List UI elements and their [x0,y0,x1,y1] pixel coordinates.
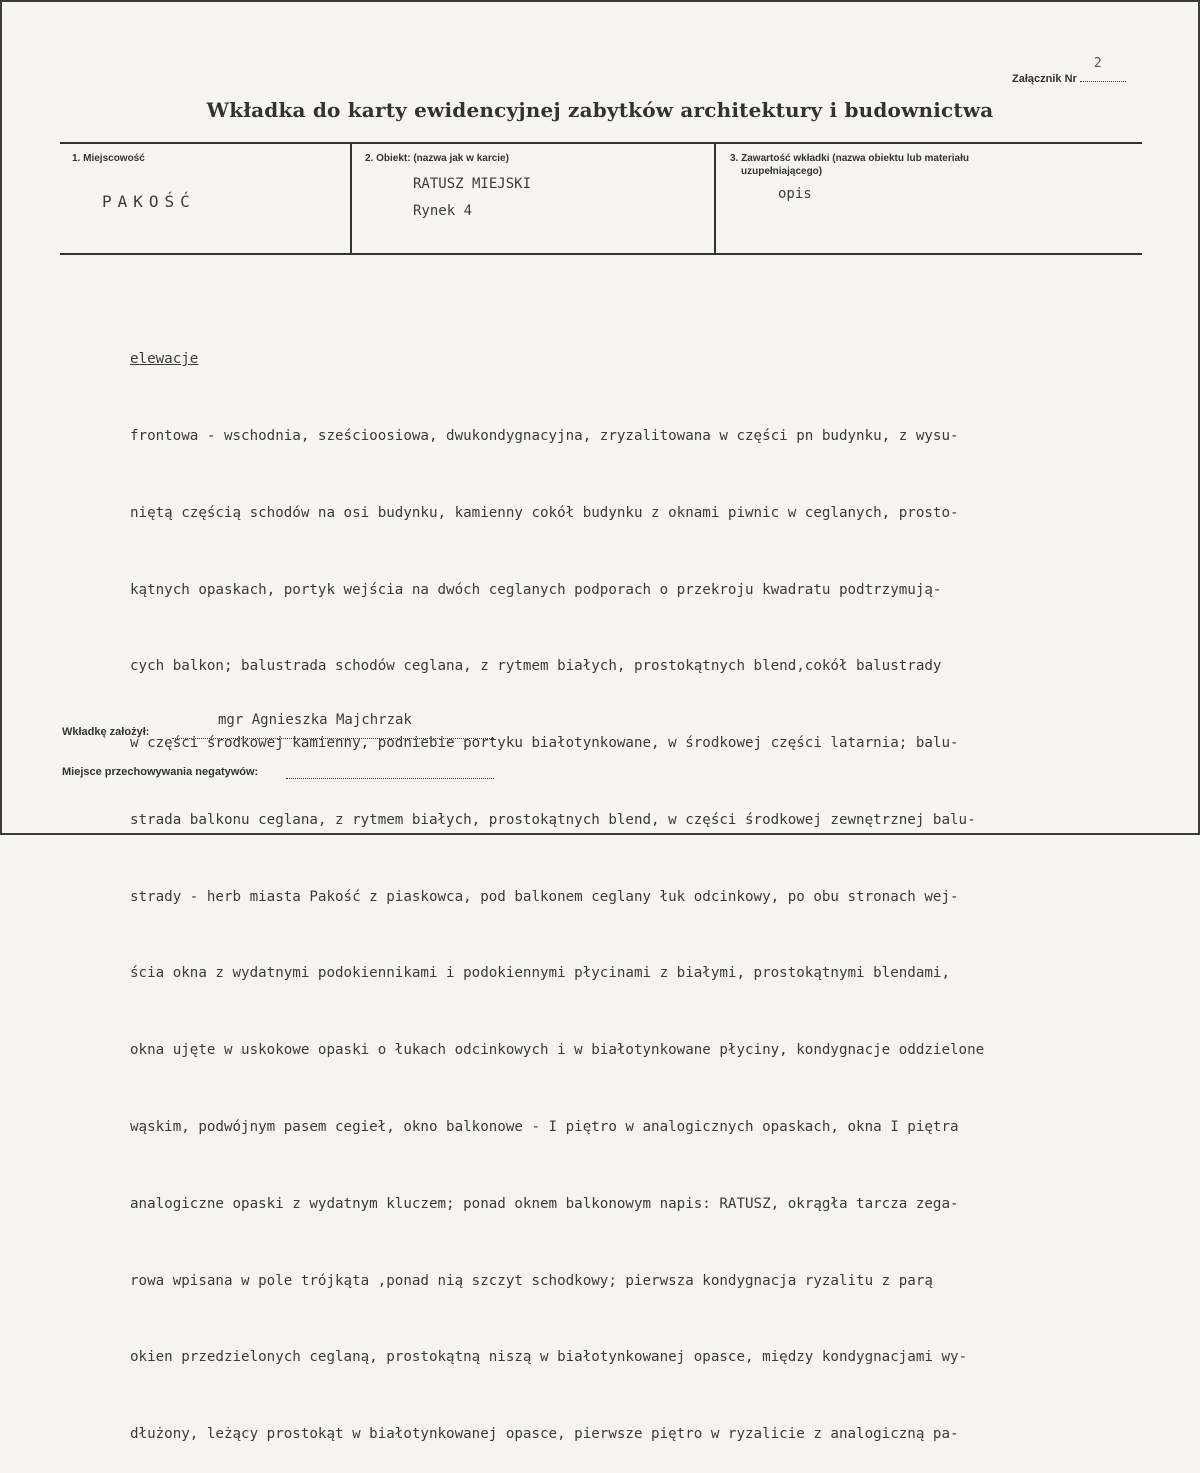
body-line: strada balkonu ceglana, z rytmem białych, prostokątnych blend, w części środkowej zewnętrznej balu- [130,811,976,828]
annex-value: 2 [1093,56,1102,71]
negatives-label: Miejsce przechowywania negatywów: [62,766,259,778]
founder-label: Wkładkę założył: [62,726,150,738]
body-line: kątnych opaskach, portyk wejścia na dwóch ceglanych podporach o przekroju kwadratu podtrzymują- [130,581,942,598]
body-line: cych balkon; balustrada schodów ceglana, z rytmem białych, prostokątnych blend,cokół balustrady [130,658,942,675]
body-line: dłużony, leżący prostokąt w białotynkowanej opasce, pierwsze piętro w ryzalicie z analogiczną pa- [130,1426,959,1443]
body-line: wąskim, podwójnym pasem cegieł, okno balkonowe - I piętro w analogicznych opaskach, okna I piętra [130,1119,959,1135]
section-heading: elewacje [130,351,199,368]
page-title: Wkładka do karty ewidencyjnej zabytków architektury i budownictwa [206,98,994,122]
contents-label-line1: 3. Zawartość wkładki (nazwa obiektu lub materiału [730,153,969,164]
object-label: 2. Obiekt: (nazwa jak w karcie) [365,153,509,164]
form-divider-1 [350,142,352,255]
body-line: frontowa - wschodnia, sześcioosiowa, dwukondygnacyjna, zryzalitowana w części pn budynku, z wysu- [130,427,959,444]
body-line: analogiczne opaski z wydatnym kluczem; ponad oknem balkonowym napis: RATUSZ, okrągła tarcza zega- [130,1195,959,1212]
description-body [130,296,1140,1473]
form-bottom-rule [60,253,1142,255]
body-line: ścia okna z wydatnymi podokiennikami i podokiennymi płycinami z białymi, prostokątnymi blendami, [130,965,950,982]
body-line: niętą częścią schodów na osi budynku, kamienny cokół budynku z oknami piwnic w ceglanych, prosto- [130,504,959,521]
contents-label [730,152,969,178]
body-line: rowa wpisana w pole trójkąta ,ponad nią szczyt schodkowy; pierwsza kondygnacja ryzalitu z parą [130,1272,933,1289]
contents-value: opis [778,186,812,202]
locality-value: PAKOŚĆ [102,192,196,211]
body-line: okna ujęte w uskokowe opaski o łukach odcinkowych i w białotynkowane płyciny, kondygnacje oddzielone [130,1042,985,1059]
founder-dotted-line [172,738,494,739]
founder-value: mgr Agnieszka Majchrzak [218,712,412,728]
annex-label: Załącznik Nr [1012,73,1077,85]
annex-number [1012,56,1126,85]
negatives-dotted-line [286,778,494,779]
object-address: Rynek 4 [413,203,473,219]
body-line: strady - herb miasta Pakość z piaskowca, pod balkonem ceglany łuk odcinkowy, po obu stronach wej- [130,888,959,905]
form-top-rule [60,142,1142,144]
locality-label: 1. Miejscowość [72,153,145,164]
form-divider-2 [714,142,716,255]
body-line: okien przedzielonych ceglaną, prostokątną niszą w białotynkowanej opasce, między kondygnacjami wy- [130,1349,968,1366]
object-name: RATUSZ MIEJSKI [413,176,532,192]
body-line: w części środkowej kamienny, podniebie portyku białotynkowane, w środkowej części latarnia; balu- [130,735,959,752]
contents-label-line2: uzupełniającego) [741,166,823,177]
